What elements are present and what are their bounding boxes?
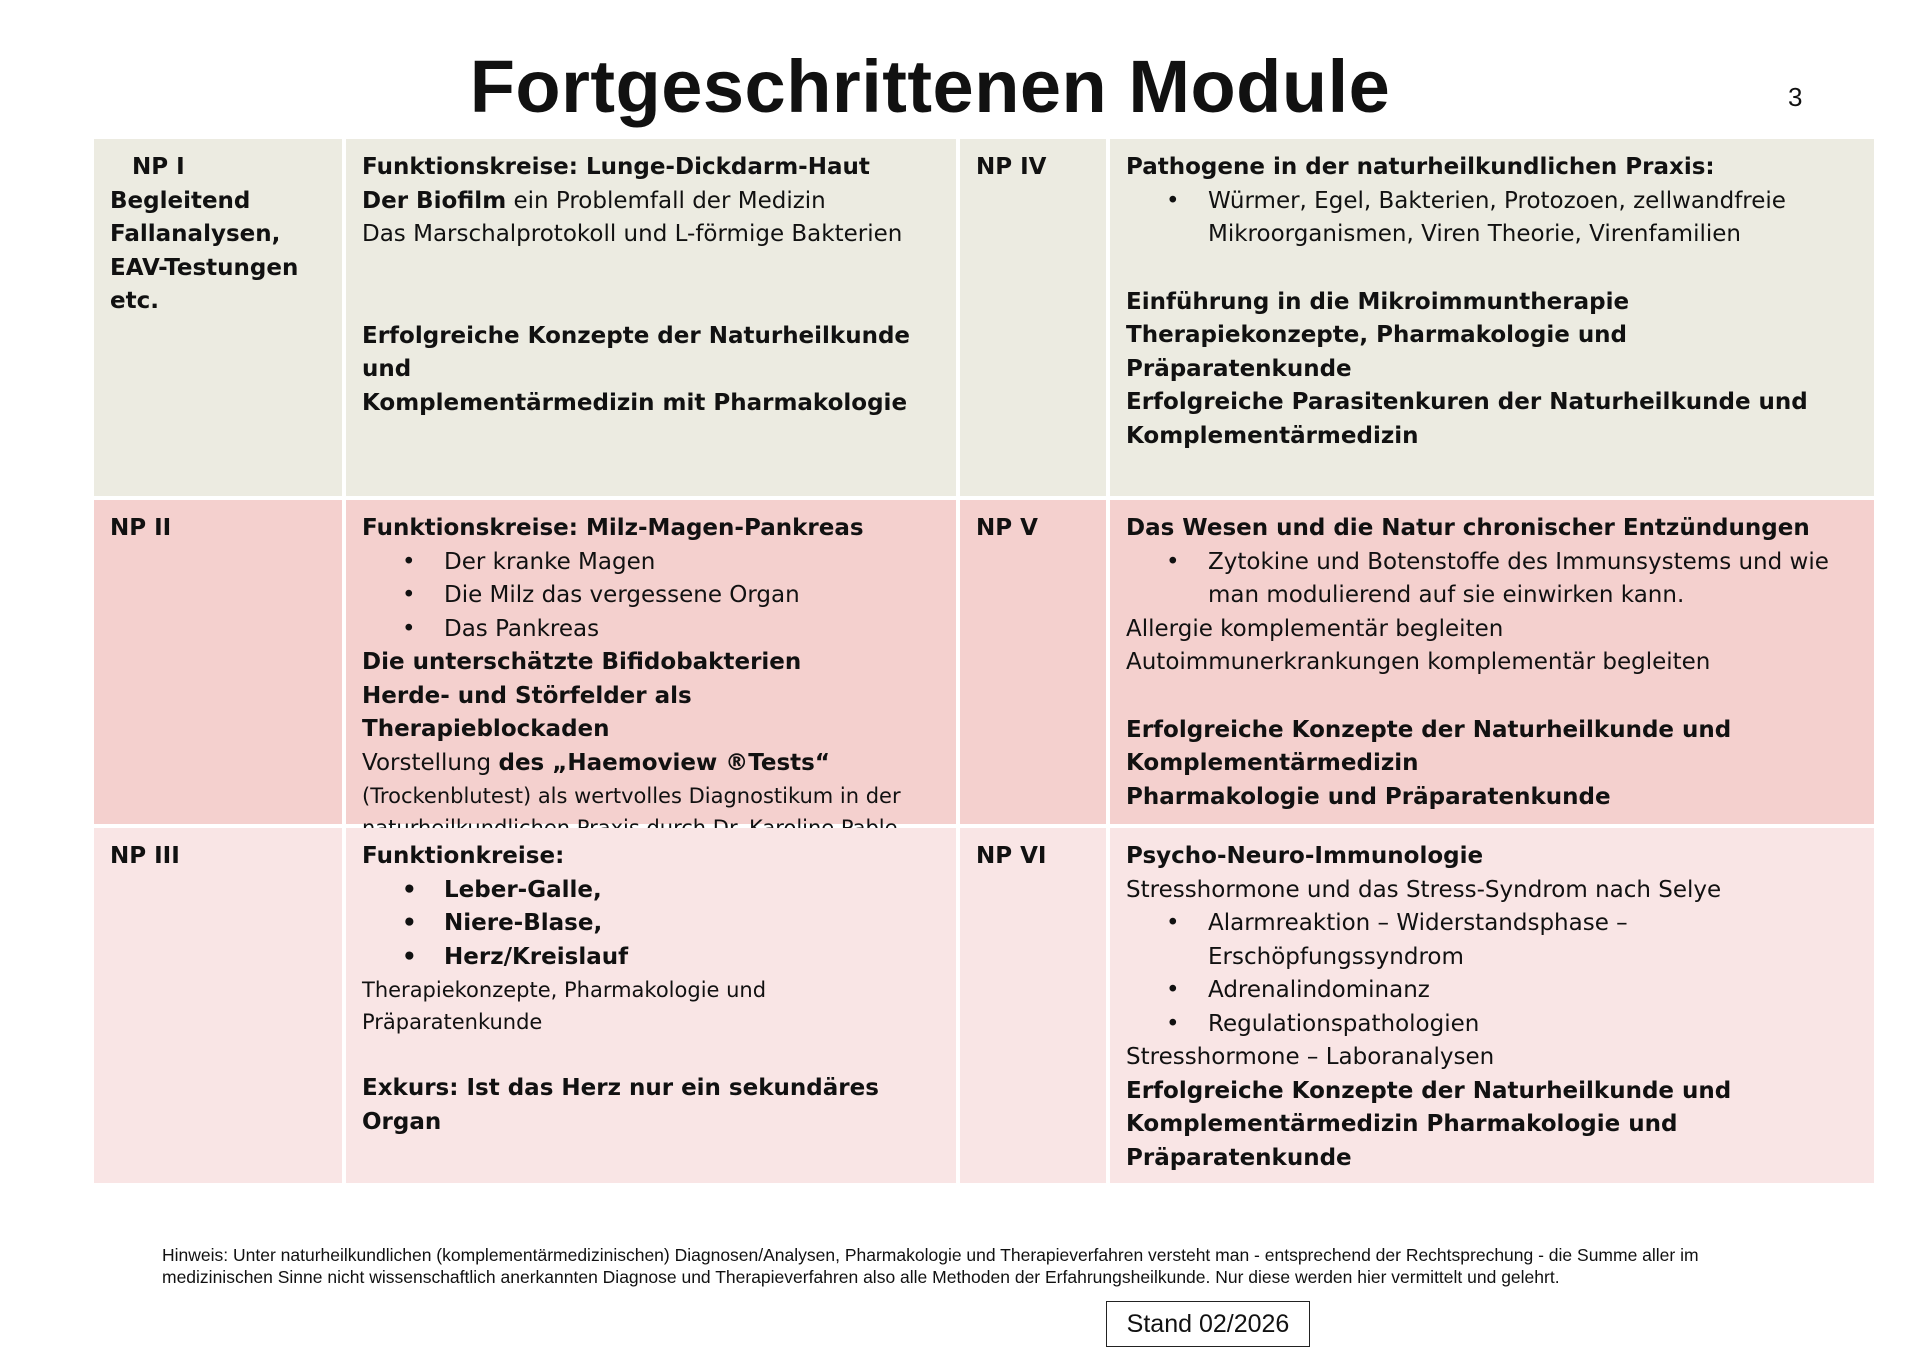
footer-disclaimer: Hinweis: Unter naturheilkundlichen (komplementärmedizinischen) Diagnosen/Analysen, Pharmakologie und Therapieverfahren versteht man - entsprechend der Rechtsprechung - die Summe aller im medizinischen Sinne nicht wissenschaftlich anerkannten Diagnose und Therapieverfahren also alle Methoden der Erfahrungsheilkunde. Nur diese werden hier vermittelt und gelehrt. <box>162 1245 1699 1287</box>
np3-small-line: Präparatenkunde <box>362 1010 543 1034</box>
np3-content-cell <box>346 828 956 1183</box>
list-item: • Das Pankreas <box>444 613 940 647</box>
np2-vorstellung-line <box>362 747 940 781</box>
list-item: • Würmer, Egel, Bakterien, Protozoen, zellwandfreie Mikroorganismen, Viren Theorie, Virenfamilien <box>1208 185 1858 252</box>
list-item: • Der kranke Magen <box>444 546 940 580</box>
module-table <box>94 139 1874 1179</box>
np4-bold-line: Komplementärmedizin <box>1126 422 1419 449</box>
np2-label-cell <box>94 500 342 824</box>
np6-content-cell <box>1110 828 1874 1183</box>
vorstellung-plain: Vorstellung <box>362 749 499 776</box>
np6-text-line: Stresshormone – Laboranalysen <box>1126 1044 1495 1070</box>
np5-text-line: Allergie komplementär begleiten <box>1126 615 1504 642</box>
np4-bold-line: Einführung in die Mikroimmuntherapie <box>1126 288 1630 315</box>
np5-heading: Das Wesen und die Natur chronischer Entzündungen <box>1126 515 1810 541</box>
np4-label-cell <box>960 139 1106 496</box>
np2-content-cell <box>346 500 956 824</box>
page-number: 3 <box>1788 82 1803 112</box>
biofilm-term: Der Biofilm <box>362 187 507 214</box>
np2-heading: Funktionskreise: Milz-Magen-Pankreas <box>362 515 864 541</box>
np6-bullet-list <box>1126 907 1858 1041</box>
np4-bullet-list <box>1126 185 1858 252</box>
np1-bold-line: Komplementärmedizin mit Pharmakologie <box>362 389 908 416</box>
np6-bold-line: Komplementärmedizin Pharmakologie und <box>1126 1111 1678 1137</box>
np2-bold-line: Die unterschätzte Bifidobakterien <box>362 649 802 675</box>
list-item: • Regulationspathologien <box>1208 1008 1858 1042</box>
np3-label-cell <box>94 828 342 1183</box>
np4-bold-line: Therapiekonzepte, Pharmakologie und Präparatenkunde <box>1126 322 1628 382</box>
stand-date-box: Stand 02/2026 <box>1106 1301 1310 1347</box>
np6-bold-line: Präparatenkunde <box>1126 1144 1352 1171</box>
np6-heading: Psycho-Neuro-Immunologie <box>1126 843 1484 869</box>
np6-text-line: Stresshormone und das Stress-Syndrom nach Selye <box>1126 876 1722 903</box>
np5-content-cell <box>1110 500 1874 824</box>
list-item: • Adrenalindominanz <box>1208 974 1858 1008</box>
np1-heading: Funktionskreise: Lunge-Dickdarm-Haut <box>362 154 870 180</box>
np1-label-cell <box>94 139 342 496</box>
np4-content-cell <box>1110 139 1874 496</box>
np4-heading: Pathogene in der naturheilkundlichen Praxis: <box>1126 154 1715 180</box>
list-item: • Herz/Kreislauf <box>444 941 940 975</box>
np6-label-cell <box>960 828 1106 1183</box>
np5-bullet-list <box>1126 546 1858 613</box>
np5-bold-line: Pharmakologie und Präparatenkunde <box>1126 783 1611 810</box>
np4-bold-line: Erfolgreiche Parasitenkuren der Naturheilkunde und <box>1126 389 1808 415</box>
np6-bold-line: Erfolgreiche Konzepte der Naturheilkunde und <box>1126 1077 1732 1104</box>
np5-bold-line: Erfolgreiche Konzepte der Naturheilkunde und <box>1126 716 1732 743</box>
list-item: • Niere-Blase, <box>444 907 940 941</box>
np6-label: NP VI <box>976 843 1047 869</box>
list-item: • Die Milz das vergessene Organ <box>444 579 940 613</box>
np5-text-line: Autoimmunerkrankungen komplementär begleiten <box>1126 649 1711 675</box>
np2-label: NP II <box>110 515 172 541</box>
np1-content-cell <box>346 139 956 496</box>
vorstellung-bold: des „Haemoview ®Tests“ <box>498 749 830 776</box>
np5-label: NP V <box>976 515 1038 541</box>
np1-biofilm-line <box>362 185 940 219</box>
np1-label-line: EAV-Testungen <box>110 254 299 281</box>
np5-bold-line: Komplementärmedizin <box>1126 750 1419 776</box>
np1-label-line: Begleitend <box>110 187 251 214</box>
np1-label-line: Fallanalysen, <box>110 221 281 247</box>
np3-bullet-list <box>362 874 940 975</box>
biofilm-desc: ein Problemfall der Medizin <box>506 187 826 214</box>
np1-text-line: Das Marschalprotokoll und L-förmige Bakterien <box>362 221 903 247</box>
list-item: • Leber-Galle, <box>444 874 940 908</box>
np1-bold-line: Erfolgreiche Konzepte der Naturheilkunde und <box>362 322 911 382</box>
np2-bullet-list <box>362 546 940 647</box>
np3-small-line: Therapiekonzepte, Pharmakologie und <box>362 978 767 1002</box>
np3-heading: Funktionkreise: <box>362 843 565 869</box>
np1-label-line: etc. <box>110 288 159 314</box>
np1-label: NP I <box>132 154 185 180</box>
page-title: Fortgeschrittenen Module <box>469 45 1391 128</box>
np2-bold-line: Herde- und Störfelder als Therapieblockaden <box>362 682 692 742</box>
np5-label-cell <box>960 500 1106 824</box>
np3-label: NP III <box>110 843 180 869</box>
np2-small-line: (Trockenblutest) als wertvolles Diagnostikum in der <box>362 784 901 808</box>
list-item: • Zytokine und Botenstoffe des Immunsystems und wie man modulierend auf sie einwirken kann. <box>1208 546 1858 613</box>
np4-label: NP IV <box>976 154 1047 180</box>
np3-excursus: Exkurs: Ist das Herz nur ein sekundäres Organ <box>362 1075 879 1135</box>
list-item: • Alarmreaktion – Widerstandsphase – Erschöpfungssyndrom <box>1208 907 1858 974</box>
